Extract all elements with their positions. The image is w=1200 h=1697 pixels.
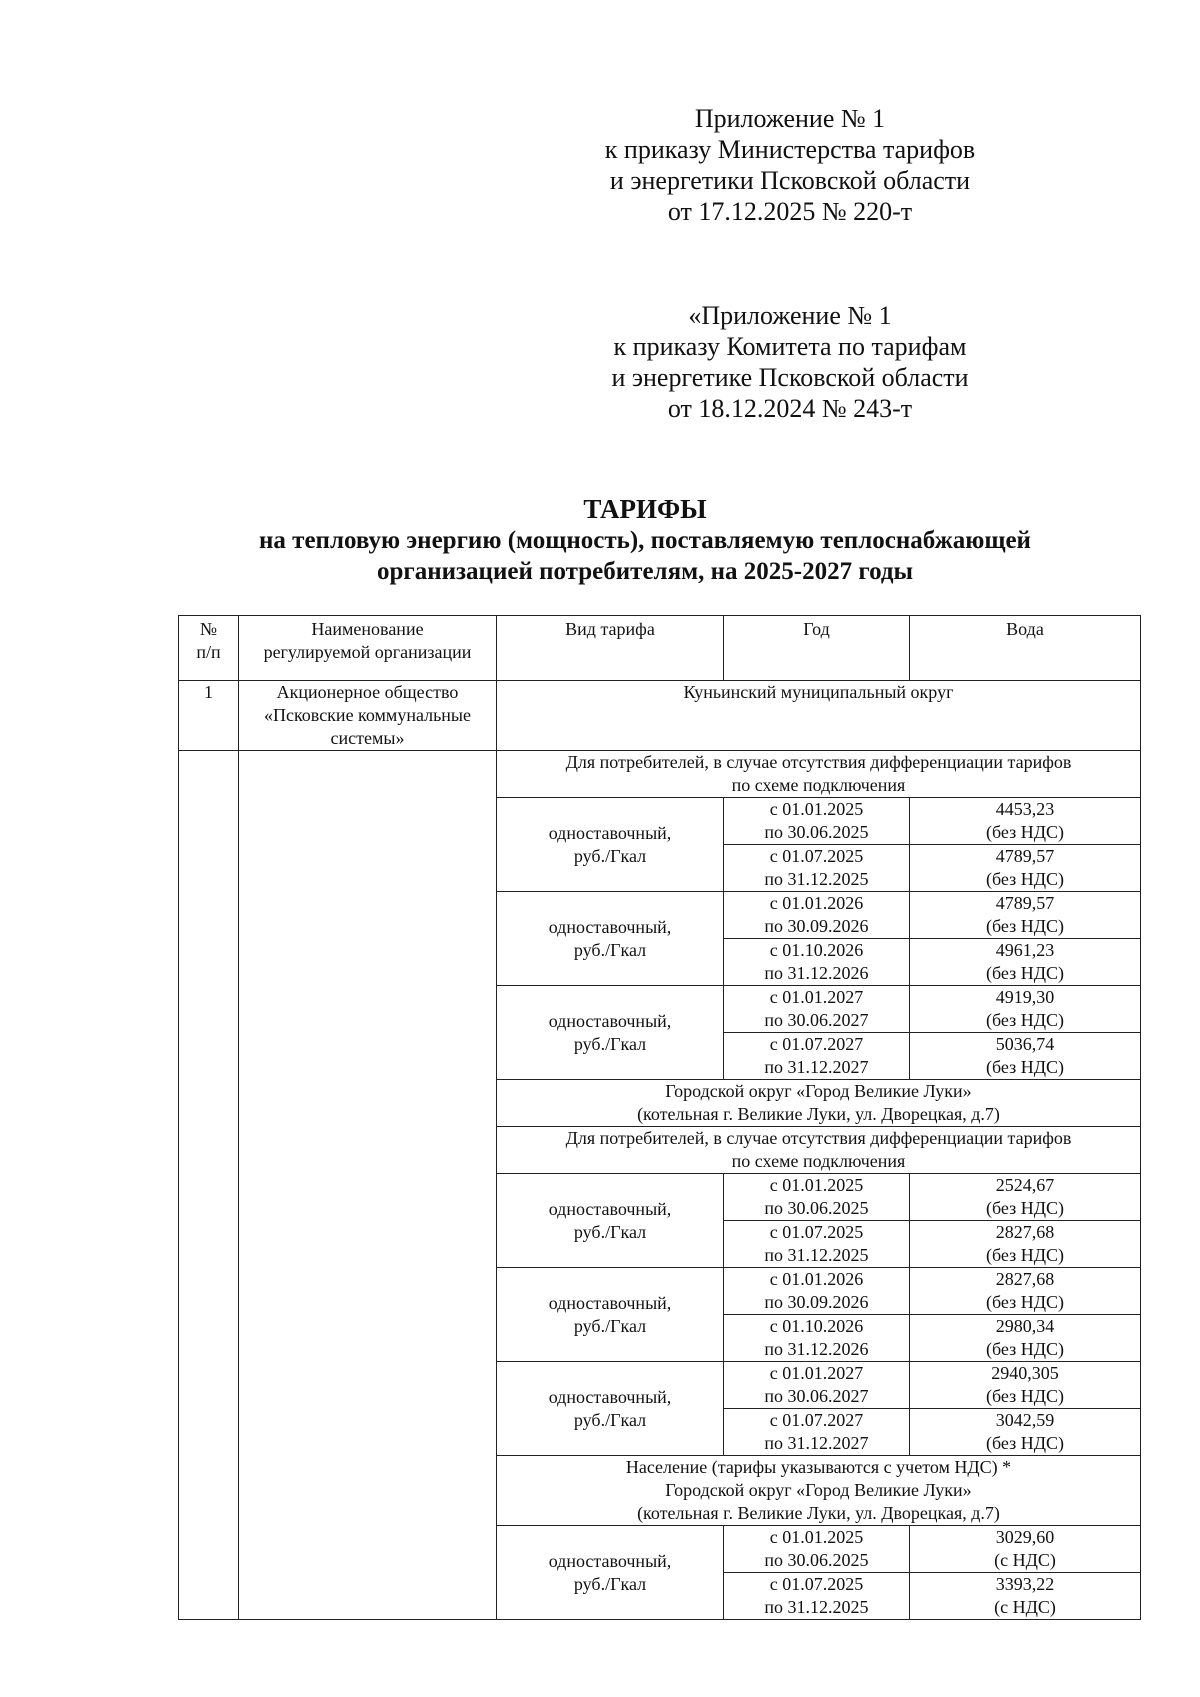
header-line: к приказу Министерства тарифов <box>604 135 976 164</box>
section-subtitle: Для потребителей, в случае отсутствия дифференциации тарифов по схеме подключения <box>497 1127 1141 1174</box>
row-number-continued <box>179 892 239 939</box>
header-line: от 18.12.2024 № 243-т <box>667 394 913 423</box>
period: с 01.01.2025 по 30.06.2025 <box>724 1526 910 1573</box>
period: с 01.07.2025 по 31.12.2025 <box>724 1221 910 1268</box>
organization-name-continued <box>239 1315 497 1362</box>
organization-name-continued <box>239 751 497 798</box>
table-row <box>179 1362 1141 1409</box>
section-name-row <box>179 1456 1141 1526</box>
tariff-type: одноставочный, руб./Гкал <box>497 1526 724 1620</box>
tariff-type: одноставочный, руб./Гкал <box>497 892 724 986</box>
row-number-continued <box>179 1033 239 1080</box>
period: с 01.01.2025 по 30.06.2025 <box>724 1174 910 1221</box>
period: с 01.10.2026 по 31.12.2026 <box>724 939 910 986</box>
header-line: и энергетике Псковской области <box>611 363 969 392</box>
organization-name-continued <box>239 1409 497 1456</box>
row-number: 1 <box>179 681 239 751</box>
table-row <box>179 892 1141 939</box>
organization-name-continued <box>239 892 497 939</box>
tariff-value: 3393,22 (с НДС) <box>910 1573 1141 1620</box>
tariff-value: 2827,68 (без НДС) <box>910 1268 1141 1315</box>
organization-name-continued <box>239 1033 497 1080</box>
section-name: Население (тарифы указываются с учетом НДС) * Городской округ «Город Великие Луки» (котельная г. Великие Луки, ул. Дворецкая, д.7) <box>497 1456 1141 1526</box>
tariff-type: одноставочный, руб./Гкал <box>497 1268 724 1362</box>
tariff-value: 4961,23 (без НДС) <box>910 939 1141 986</box>
row-number-continued <box>179 1409 239 1456</box>
title-subtitle-line: организацией потребителям, на 2025-2027 годы <box>376 558 914 585</box>
tariff-value: 2827,68 (без НДС) <box>910 1221 1141 1268</box>
row-number-continued <box>179 1080 239 1127</box>
organization-name-continued <box>239 1221 497 1268</box>
section-name-row <box>179 1080 1141 1127</box>
tariff-value: 4789,57 (без НДС) <box>910 845 1141 892</box>
row-number-continued <box>179 1174 239 1221</box>
table-row <box>179 986 1141 1033</box>
section-name: Куньинский муниципальный округ <box>497 681 1141 751</box>
row-number-continued <box>179 751 239 798</box>
tariff-table <box>178 615 1141 1620</box>
organization-name-continued <box>239 1127 497 1174</box>
header-tariff-type: Вид тарифа <box>497 616 724 681</box>
title-subtitle-line: на тепловую энергию (мощность), поставляемую теплоснабжающей <box>259 527 1031 554</box>
tariff-type: одноставочный, руб./Гкал <box>497 798 724 892</box>
section-name: Городской округ «Город Великие Луки» (котельная г. Великие Луки, ул. Дворецкая, д.7) <box>497 1080 1141 1127</box>
tariff-value: 3029,60 (с НДС) <box>910 1526 1141 1573</box>
tariff-type: одноставочный, руб./Гкал <box>497 1362 724 1456</box>
period: с 01.07.2027 по 31.12.2027 <box>724 1033 910 1080</box>
tariff-value: 3042,59 (без НДС) <box>910 1409 1141 1456</box>
period: с 01.01.2026 по 30.09.2026 <box>724 1268 910 1315</box>
section-subtitle: Для потребителей, в случае отсутствия дифференциации тарифов по схеме подключения <box>497 751 1141 798</box>
row-number-continued <box>179 798 239 845</box>
header-line: от 17.12.2025 № 220-т <box>667 197 913 226</box>
table-row <box>179 798 1141 845</box>
row-number-continued <box>179 1526 239 1573</box>
tariff-value: 2940,305 (без НДС) <box>910 1362 1141 1409</box>
table-row <box>179 1268 1141 1315</box>
organization-name: Акционерное общество «Псковские коммунальные системы» <box>239 681 497 751</box>
tariff-value: 5036,74 (без НДС) <box>910 1033 1141 1080</box>
period: с 01.01.2027 по 30.06.2027 <box>724 1362 910 1409</box>
organization-name-continued <box>239 1268 497 1315</box>
row-number-continued <box>179 1573 239 1620</box>
row-number-continued <box>179 1456 239 1526</box>
row-number-continued <box>179 1221 239 1268</box>
section-name-row <box>179 681 1141 751</box>
tariff-type: одноставочный, руб./Гкал <box>497 1174 724 1268</box>
period: с 01.10.2026 по 31.12.2026 <box>724 1315 910 1362</box>
row-number-continued <box>179 845 239 892</box>
table-row <box>179 1526 1141 1573</box>
period: с 01.07.2025 по 31.12.2025 <box>724 1573 910 1620</box>
organization-name-continued <box>239 1573 497 1620</box>
document-title <box>150 494 1140 587</box>
tariff-value: 2524,67 (без НДС) <box>910 1174 1141 1221</box>
header-water: Вода <box>910 616 1141 681</box>
header-organization: Наименование регулируемой организации <box>239 616 497 681</box>
organization-name-continued <box>239 1080 497 1127</box>
row-number-continued <box>179 1362 239 1409</box>
organization-name-continued <box>239 986 497 1033</box>
period: с 01.07.2027 по 31.12.2027 <box>724 1409 910 1456</box>
row-number-continued <box>179 1127 239 1174</box>
title-main: ТАРИФЫ <box>583 494 707 524</box>
row-number-continued <box>179 1268 239 1315</box>
organization-name-continued <box>239 939 497 986</box>
header-year: Год <box>724 616 910 681</box>
period: с 01.01.2026 по 30.09.2026 <box>724 892 910 939</box>
section-subtitle-row <box>179 1127 1141 1174</box>
section-subtitle-row <box>179 751 1141 798</box>
tariff-value: 4789,57 (без НДС) <box>910 892 1141 939</box>
organization-name-continued <box>239 1456 497 1526</box>
period: с 01.07.2025 по 31.12.2025 <box>724 845 910 892</box>
table-header-row <box>179 616 1141 681</box>
header-line: и энергетики Псковской области <box>609 166 971 195</box>
tariff-type: одноставочный, руб./Гкал <box>497 986 724 1080</box>
tariff-value: 4453,23 (без НДС) <box>910 798 1141 845</box>
tariff-value: 4919,30 (без НДС) <box>910 986 1141 1033</box>
header-number: № п/п <box>179 616 239 681</box>
row-number-continued <box>179 1315 239 1362</box>
period: с 01.01.2027 по 30.06.2027 <box>724 986 910 1033</box>
header-line: к приказу Комитета по тарифам <box>613 332 967 361</box>
row-number-continued <box>179 939 239 986</box>
tariff-value: 2980,34 (без НДС) <box>910 1315 1141 1362</box>
appendix-header-previous <box>560 300 1020 424</box>
row-number-continued <box>179 986 239 1033</box>
organization-name-continued <box>239 798 497 845</box>
organization-name-continued <box>239 1362 497 1409</box>
organization-name-continued <box>239 1174 497 1221</box>
table-row <box>179 1174 1141 1221</box>
header-line: Приложение № 1 <box>694 104 886 133</box>
header-line: «Приложение № 1 <box>688 301 892 330</box>
organization-name-continued <box>239 1526 497 1573</box>
table-body <box>179 681 1141 1620</box>
organization-name-continued <box>239 845 497 892</box>
appendix-header-current <box>560 103 1020 227</box>
period: с 01.01.2025 по 30.06.2025 <box>724 798 910 845</box>
